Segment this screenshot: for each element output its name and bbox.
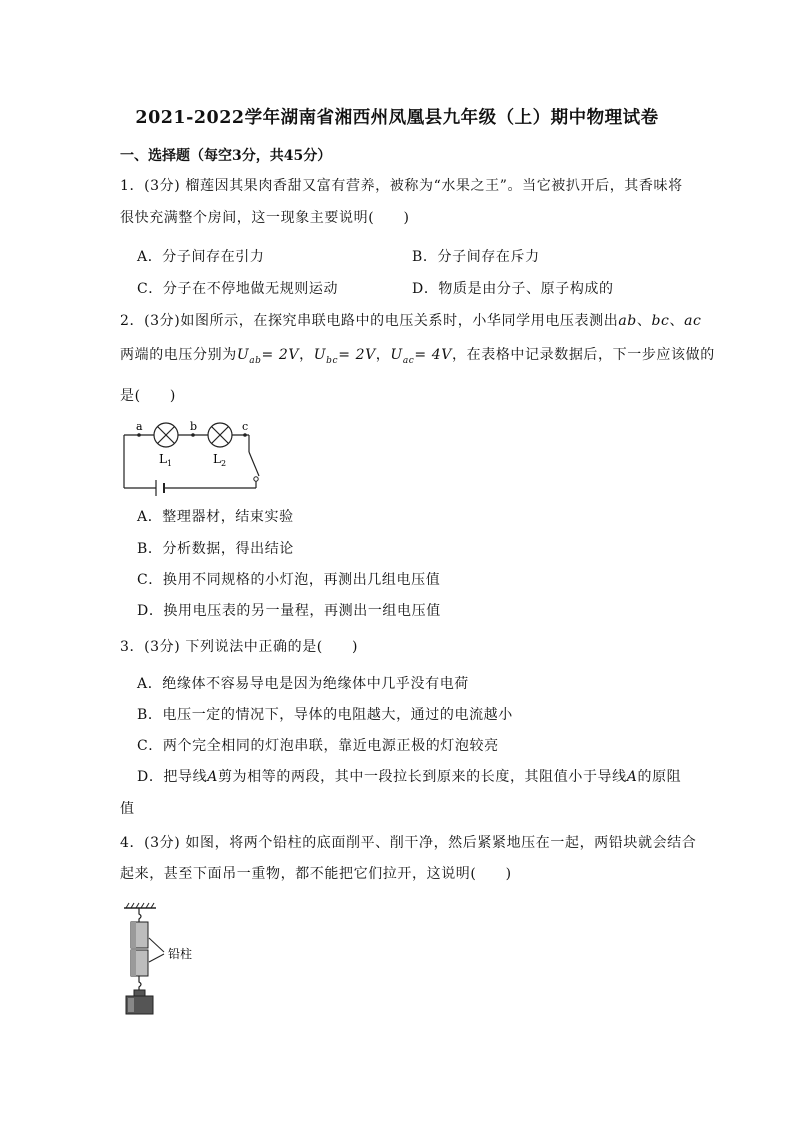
switch-contact: [254, 477, 258, 481]
q3-option-c: C．两个完全相同的灯泡串联，靠近电源正极的灯泡较亮: [137, 738, 499, 754]
lead-cylinder-label: 铅柱: [168, 947, 193, 961]
weight-highlight: [128, 998, 134, 1012]
q3-line1: 3．(3分) 下列说法中正确的是( ): [120, 639, 359, 655]
q2-comma2: ，: [375, 347, 391, 363]
q3-option-b: B．电压一定的情况下，导体的电阻越大，通过的电流越小: [137, 707, 513, 723]
node-b: [191, 433, 195, 437]
lead-cylinder-figure: [118, 900, 208, 1018]
q2-sep1: 、: [636, 313, 652, 329]
label-l2-sub: 2: [220, 459, 227, 468]
q2-comma1: ，: [299, 347, 314, 363]
label-l2-letter: L: [213, 452, 221, 466]
q2-u-bc-value: = 2V: [338, 347, 376, 363]
q2-line3: 是( ): [120, 388, 176, 404]
node-c: [243, 433, 247, 437]
q2-u-ab: U: [236, 347, 250, 363]
q3-option-d-text2: 剪为相等的两段，其中一段拉长到原来的长度，其阻值小于导线: [217, 769, 627, 785]
q3-option-d-a2: A: [626, 769, 638, 785]
q2-option-c: C．换用不同规格的小灯泡，再测出几组电压值: [137, 572, 441, 588]
q3-option-d-text1: D．把导线: [137, 769, 208, 785]
q1-line1: 1．(3分) 榴莲因其果肉香甜又富有营养，被称为“水果之王”。当它被扒开后，其香味将: [120, 178, 683, 194]
q1-option-c: C．分子在不停地做无规则运动: [137, 281, 339, 297]
q2-line1: [120, 311, 701, 331]
q2-u-ac-value: = 4V: [414, 347, 453, 363]
q2-line1-text: 2．(3分)如图所示，在探究串联电路中的电压关系时，小华同学用电压表测出: [120, 313, 619, 329]
weight-neck: [134, 990, 145, 996]
label-l1-sub: 1: [166, 459, 173, 468]
q3-option-d-text3: 的原阻: [637, 769, 682, 785]
q1-option-d: D．物质是由分子、原子构成的: [412, 281, 614, 297]
q2-option-a: A．整理器材，结束实验: [137, 509, 294, 525]
top-hook: [139, 908, 141, 922]
node-a: [137, 433, 141, 437]
q1-option-a: A．分子间存在引力: [137, 249, 265, 265]
label-a: a: [136, 420, 143, 433]
page-title: 2021-2022学年湖南省湘西州凤凰县九年级（上）期中物理试卷: [135, 108, 659, 128]
label-l2: [213, 452, 226, 468]
q3-option-d: [137, 767, 681, 787]
q2-option-b: B．分析数据，得出结论: [137, 541, 294, 557]
circuit-diagram: [118, 418, 268, 498]
pointer-upper: [149, 938, 164, 952]
q4-line2: 起来，甚至下面吊一重物，都不能把它们拉开，这说明( ): [120, 866, 512, 882]
q1-line2: 很快充满整个房间，这一现象主要说明( ): [120, 210, 410, 226]
q2-ab-label: ab: [618, 313, 637, 329]
q2-u-ab-value: = 2V: [261, 347, 300, 363]
q2-u-ac: U: [390, 347, 403, 363]
q2-u-ab-sub: ab: [249, 355, 262, 366]
q2-bc-label: bc: [651, 313, 670, 329]
q3-option-d-a1: A: [207, 769, 218, 785]
q3-option-a: A．绝缘体不容易导电是因为绝缘体中几乎没有电荷: [137, 676, 469, 692]
label-c: c: [242, 420, 249, 433]
q2-line2: [120, 345, 715, 371]
label-l1-letter: L: [159, 452, 167, 466]
label-l1: [159, 452, 172, 468]
label-b: b: [190, 420, 198, 433]
q4-line1: 4．(3分) 如图，将两个铅柱的底面削平、削干净，然后紧紧地压在一起，两铅块就会结合: [120, 835, 697, 851]
bottom-hook: [139, 976, 141, 990]
q3-option-d-line2: 值: [120, 801, 135, 817]
q2-sep2: 、: [669, 313, 685, 329]
switch-blade: [249, 452, 259, 476]
q2-u-ac-sub: ac: [402, 355, 415, 366]
q2-line2-tail: ，在表格中记录数据后，下一步应该做的: [452, 347, 715, 363]
section-heading: 一、选择题（每空3分，共45分）: [120, 148, 332, 164]
q1-option-b: B．分子间存在斥力: [412, 249, 540, 265]
upper-cylinder-shade: [131, 922, 136, 948]
q2-line2-text: 两端的电压分别为: [120, 347, 237, 363]
q2-u-bc: U: [313, 347, 327, 363]
q2-ac-label: ac: [684, 313, 702, 329]
q2-option-d: D．换用电压表的另一量程，再测出一组电压值: [137, 603, 441, 619]
q2-u-bc-sub: bc: [326, 355, 339, 366]
lower-cylinder-shade: [131, 950, 136, 976]
pointer-lower: [149, 954, 164, 962]
